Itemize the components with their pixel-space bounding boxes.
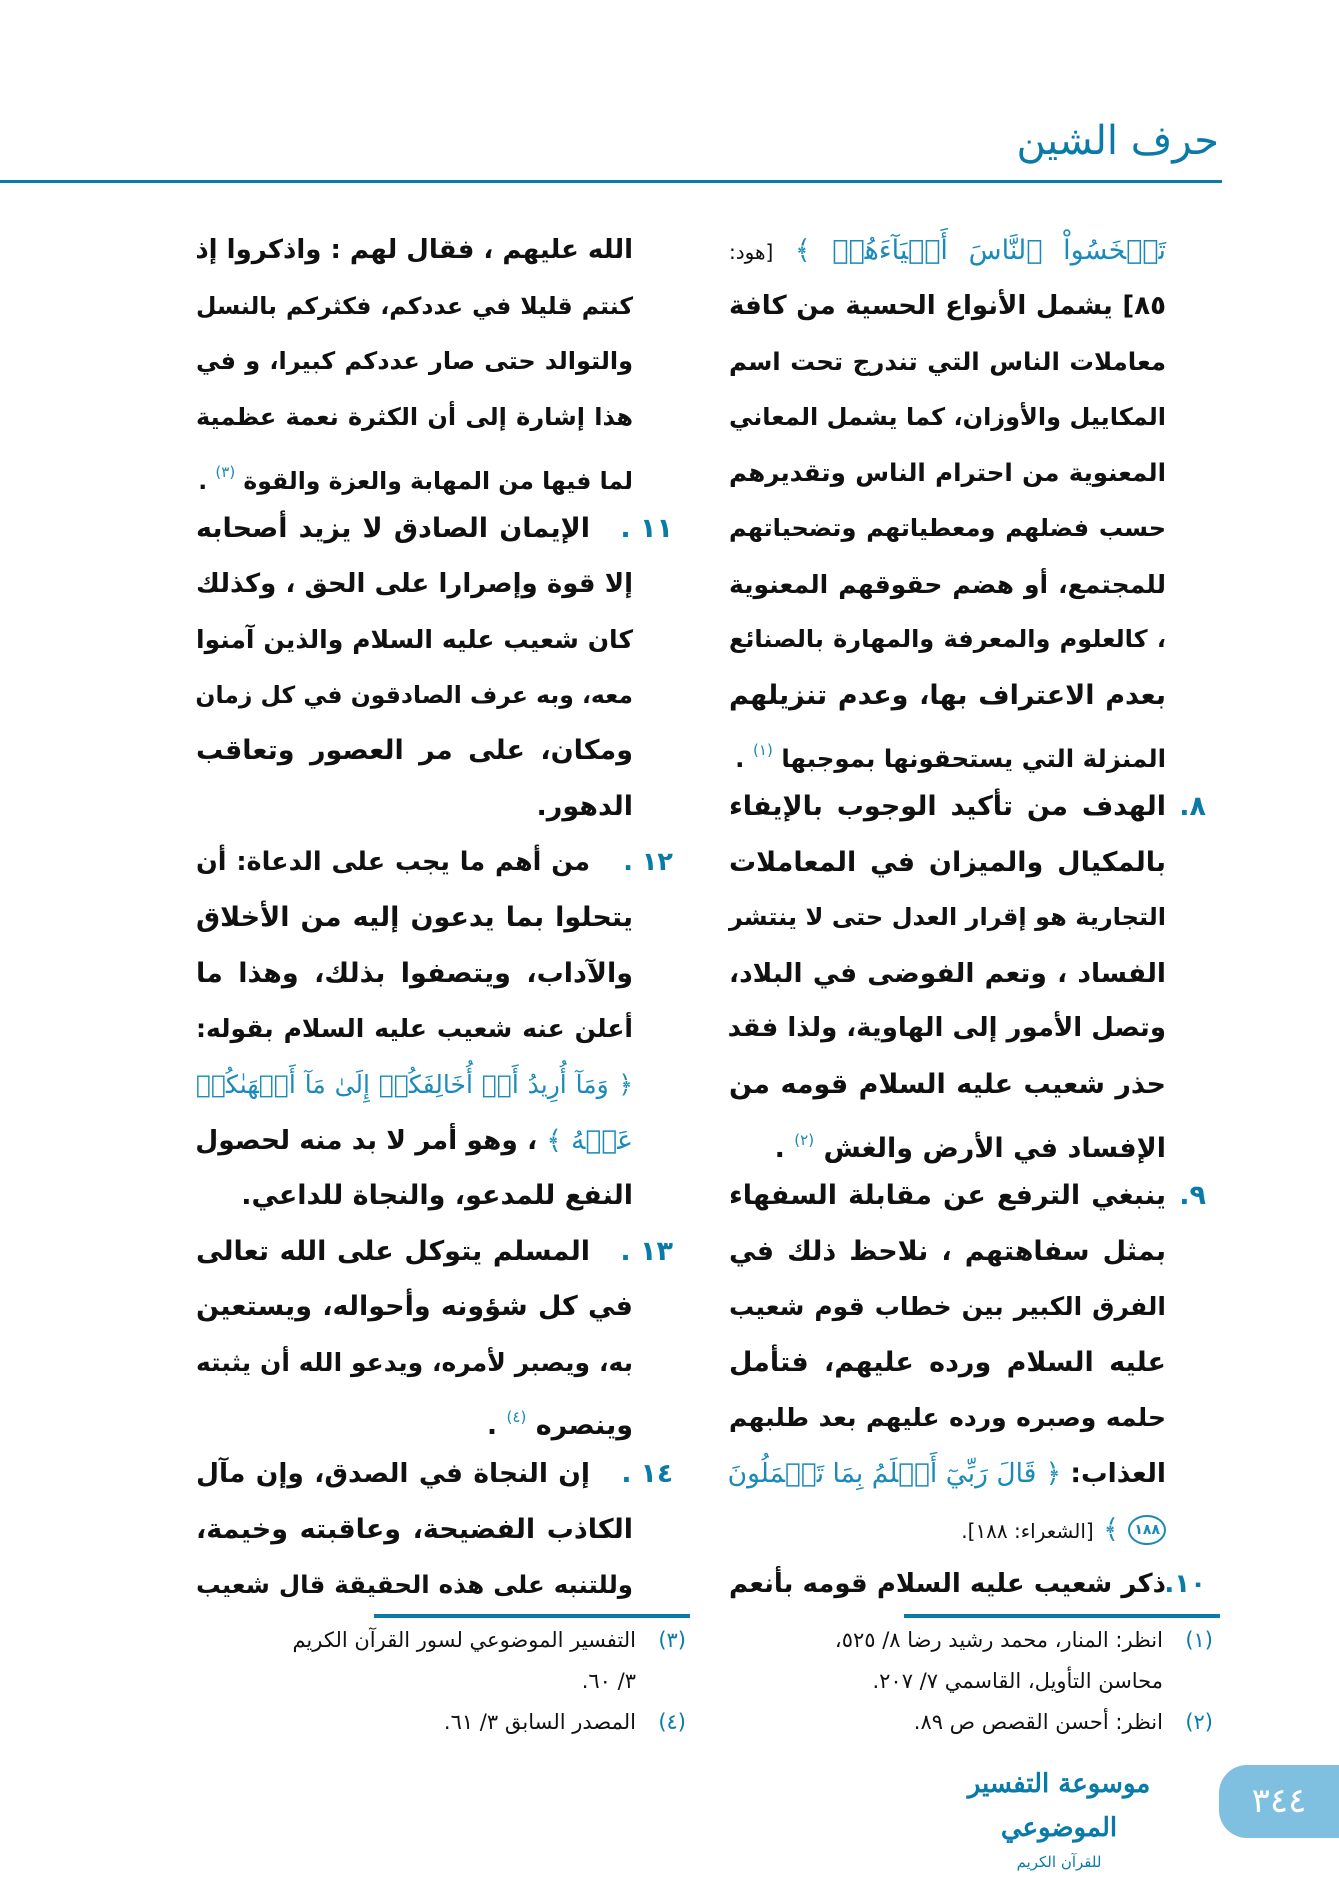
- body-text: به، ويصبر لأمره، ويدعو الله أن يثبته: [196, 1347, 633, 1377]
- chapter-title: حرف الشين: [1016, 118, 1219, 164]
- text-line: [729, 1390, 1166, 1446]
- body-text: .: [198, 467, 216, 496]
- footnote-text: محاسن التأويل، القاسمي ٧/ ٢٠٧.: [872, 1669, 1163, 1693]
- text-line: [729, 723, 1166, 779]
- body-text: إن النجاة في الصدق، وإن مآل: [196, 1458, 590, 1490]
- footnote-separator-left: [374, 1614, 690, 1618]
- footnote-number: (٤): [658, 1710, 686, 1734]
- text-line: [196, 279, 633, 335]
- footnote-3: [292, 1620, 686, 1702]
- body-text: معه، وبه عرف الصادقون في كل زمان: [195, 680, 633, 709]
- body-text: ينبغي الترفع عن مقابلة السفهاء: [729, 1180, 1166, 1212]
- footnote-text: انظر: المنار، محمد رشيد رضا ٨/ ٥٢٥،: [834, 1628, 1163, 1652]
- text-line: [729, 279, 1166, 335]
- numbered-item-line: [196, 1446, 673, 1502]
- body-text: ٨٥] يشمل الأنواع الحسية من كافة: [729, 290, 1166, 321]
- quran-bracket-ornament-icon: ﴿: [1045, 1458, 1062, 1490]
- page-number: ٣٤٤: [1219, 1765, 1339, 1838]
- body-text: وتصل الأمور إلى الهاوية، ولذا فقد: [727, 1013, 1166, 1044]
- text-line: [729, 835, 1166, 891]
- text-line: [729, 223, 1166, 279]
- body-text: عليه السلام ورده عليهم، فتأمل: [729, 1346, 1166, 1378]
- text-line: [196, 1390, 633, 1446]
- body-text: النفع للمدعو، والنجاة للداعي.: [241, 1180, 633, 1212]
- text-line: [729, 1279, 1166, 1335]
- quran-bracket-ornament-icon: ﴾: [546, 1124, 562, 1156]
- text-line: [196, 723, 633, 779]
- body-text: المنزلة التي يستحقونها بموجبها: [781, 744, 1166, 774]
- text-line: [729, 1113, 1166, 1169]
- body-text: بعدم الاعتراف بها، وعدم تنزيلهم: [729, 679, 1166, 711]
- body-text: .: [486, 1410, 507, 1442]
- body-text: بمثل سفاهتهم ، نلاحظ ذلك في: [729, 1235, 1166, 1267]
- numbered-item-line: [196, 835, 673, 891]
- verse-reference: [هود:: [729, 240, 774, 264]
- header-divider: [0, 180, 1222, 183]
- footnote-1: [834, 1620, 1213, 1702]
- text-line: [729, 390, 1166, 446]
- body-text: الفساد ، وتعم الفوضى في البلاد،: [729, 957, 1166, 989]
- text-line: [729, 1224, 1166, 1280]
- body-text: أعلن عنه شعيب عليه السلام بقوله:: [196, 1014, 633, 1044]
- body-text: هذا إشارة إلى أن الكثرة نعمة عظمية: [196, 402, 633, 431]
- numbered-item-line: [729, 1168, 1206, 1224]
- body-text: إلا قوة وإصرارا على الحق ، وكذلك: [196, 568, 633, 599]
- item-number: ١٣ .: [620, 1235, 673, 1267]
- footnote-text: التفسير الموضوعي لسور القرآن الكريم: [292, 1628, 636, 1652]
- text-line: [729, 334, 1166, 390]
- body-text: ذكر شعيب عليه السلام قومه بأنعم: [729, 1569, 1166, 1600]
- body-text: المعنوية من احترام الناس وتقديرهم: [729, 458, 1166, 488]
- quran-verse: تَبۡخَسُواْ ٱلنَّاسَ أَشۡيَآءَهُمۡ: [832, 235, 1167, 266]
- body-text: المسلم يتوكل على الله تعالى: [196, 1235, 590, 1267]
- quran-bracket-ornament-icon: ﴾: [1103, 1513, 1119, 1545]
- footnote-text: المصدر السابق ٣/ ٦١.: [443, 1710, 636, 1734]
- footnote-marker: (٢): [794, 1130, 815, 1149]
- body-text: وللتنبه على هذه الحقيقة قال شعيب: [196, 1570, 633, 1600]
- text-line: [729, 1335, 1166, 1391]
- text-line: [729, 946, 1166, 1002]
- text-line: [196, 1057, 633, 1113]
- quran-bracket-ornament-icon: ﴿: [618, 1069, 633, 1099]
- text-line: [196, 890, 633, 946]
- item-number: ١٠.: [1164, 1569, 1206, 1600]
- body-text: والآداب، ويتصفوا بذلك، وهذا ما: [196, 957, 633, 989]
- footnote-marker: (١): [753, 741, 773, 760]
- text-line: [196, 612, 633, 668]
- item-number: ١٢ .: [623, 846, 673, 877]
- body-text: التجارية هو إقرار العدل حتى لا ينتشر: [729, 903, 1166, 932]
- footnote-2: [913, 1702, 1213, 1743]
- body-text: الكاذب الفضيحة، وعاقبته وخيمة،: [196, 1513, 633, 1545]
- body-text: ومكان، على مر العصور وتعاقب: [196, 735, 633, 767]
- footnote-marker: (٣): [215, 463, 236, 482]
- numbered-item-line: [729, 779, 1206, 835]
- left-column: [195, 223, 673, 1613]
- text-line: [729, 612, 1166, 668]
- body-text: الدهور.: [536, 790, 633, 822]
- body-text: الإيمان الصادق لا يزيد أصحابه: [196, 512, 590, 544]
- footnote-number: (٢): [1185, 1710, 1213, 1734]
- footnote-text: انظر: أحسن القصص ص ٨٩.: [913, 1710, 1163, 1734]
- body-text: ، كالعلوم والمعرفة والمهارة بالصنائع: [729, 625, 1166, 654]
- text-line: [196, 1001, 633, 1057]
- text-line: [196, 557, 633, 613]
- text-line: [729, 1057, 1166, 1113]
- body-text: معاملات الناس التي تندرج تحت اسم: [729, 347, 1166, 377]
- quran-verse: عَنۡهُ: [571, 1124, 633, 1156]
- text-line: [196, 1557, 633, 1613]
- footnote-number: (١): [1185, 1628, 1213, 1652]
- text-line: [196, 1168, 633, 1224]
- quran-bracket-ornament-icon: ﴾: [794, 235, 811, 266]
- text-line: [196, 390, 633, 446]
- verse-reference: [الشعراء: ١٨٨].: [961, 1518, 1094, 1543]
- footnote-separator-right: [904, 1614, 1220, 1618]
- body-text: من أهم ما يجب على الدعاة: أن: [196, 846, 590, 877]
- text-line: [196, 1279, 633, 1335]
- body-text: حلمه وصبره ورده عليهم بعد طلبهم: [729, 1403, 1166, 1433]
- footnote-4: [443, 1702, 686, 1743]
- text-line: [196, 779, 633, 835]
- numbered-item-line: [196, 1224, 673, 1280]
- logo-title: موسوعة التفسير الموضوعي: [967, 1769, 1151, 1843]
- body-text: كنتم قليلا في عددكم، فكثركم بالنسل: [196, 291, 633, 320]
- text-line: [196, 946, 633, 1002]
- right-column: [727, 223, 1206, 1613]
- body-text: الله عليهم ، فقال لهم : واذكروا إذ: [195, 235, 633, 265]
- quran-verse: قَالَ رَبِّيٓ أَعۡلَمُ بِمَا تَعۡمَلُونَ: [727, 1458, 1037, 1490]
- text-line: [729, 1446, 1166, 1502]
- body-text: يتحلوا بما يدعون إليه من الأخلاق: [196, 902, 633, 934]
- body-text: العذاب:: [1061, 1458, 1166, 1490]
- text-line: [196, 334, 633, 390]
- footnote-marker: (٤): [506, 1408, 527, 1427]
- footnote-number: (٣): [658, 1628, 686, 1652]
- body-text: بالمكيال والميزان في المعاملات: [729, 846, 1166, 878]
- body-text: الهدف من تأكيد الوجوب بالإيفاء: [729, 790, 1166, 822]
- logo-subtitle: للقرآن الكريم: [1016, 1853, 1102, 1871]
- body-text: في كل شؤونه وأحواله، ويستعين: [196, 1291, 633, 1323]
- text-line: [196, 445, 633, 501]
- text-line: [196, 1113, 633, 1169]
- body-text: .: [735, 744, 754, 774]
- text-line: [196, 1502, 633, 1558]
- item-number: ٨.: [1179, 790, 1206, 822]
- quran-verse: وَمَآ أُرِيدُ أَنۡ أُخَالِفَكُمۡ إِلَىٰ مَآ أَنۡهَىٰكُمۡ: [196, 1069, 609, 1099]
- body-text: للمجتمع، أو هضم حقوقهم المعنوية: [729, 569, 1166, 599]
- text-line: [196, 223, 633, 279]
- body-text: الفرق الكبير بين خطاب قوم شعيب: [729, 1292, 1166, 1322]
- body-text: حذر شعيب عليه السلام قومه من: [729, 1068, 1166, 1100]
- item-number: ١١ .: [620, 512, 673, 544]
- encyclopedia-logo: [934, 1762, 1184, 1871]
- body-text: وينصره: [535, 1410, 633, 1442]
- ayah-number-badge: ١٨٨: [1128, 1515, 1166, 1545]
- body-text: حسب فضلهم ومعطياتهم وتضحياتهم: [729, 513, 1166, 542]
- body-text: .: [774, 1132, 795, 1164]
- body-text: والتوالد حتى صار عددكم كبيرا، و في: [196, 347, 633, 376]
- footnote-text: ٣/ ٦٠.: [581, 1669, 636, 1693]
- text-line: [729, 668, 1166, 724]
- text-line: [196, 1335, 633, 1391]
- body-text: كان شعيب عليه السلام والذين آمنوا: [196, 625, 633, 655]
- text-line: [729, 1502, 1166, 1558]
- text-line: [729, 557, 1166, 613]
- item-number: ١٤ .: [621, 1458, 673, 1490]
- text-line: [729, 445, 1166, 501]
- body-text: لما فيها من المهابة والعزة والقوة: [243, 467, 633, 496]
- text-line: [729, 890, 1166, 946]
- text-line: [196, 668, 633, 724]
- text-line: [729, 501, 1166, 557]
- body-text: المكاييل والأوزان، كما يشمل المعاني: [729, 402, 1166, 431]
- body-text: ، وهو أمر لا بد منه لحصول: [195, 1124, 538, 1156]
- text-line: [729, 1001, 1166, 1057]
- numbered-item-line: [196, 501, 673, 557]
- item-number: ٩.: [1179, 1180, 1206, 1212]
- body-text: الإفساد في الأرض والغش: [823, 1132, 1166, 1164]
- numbered-item-line: [729, 1557, 1206, 1613]
